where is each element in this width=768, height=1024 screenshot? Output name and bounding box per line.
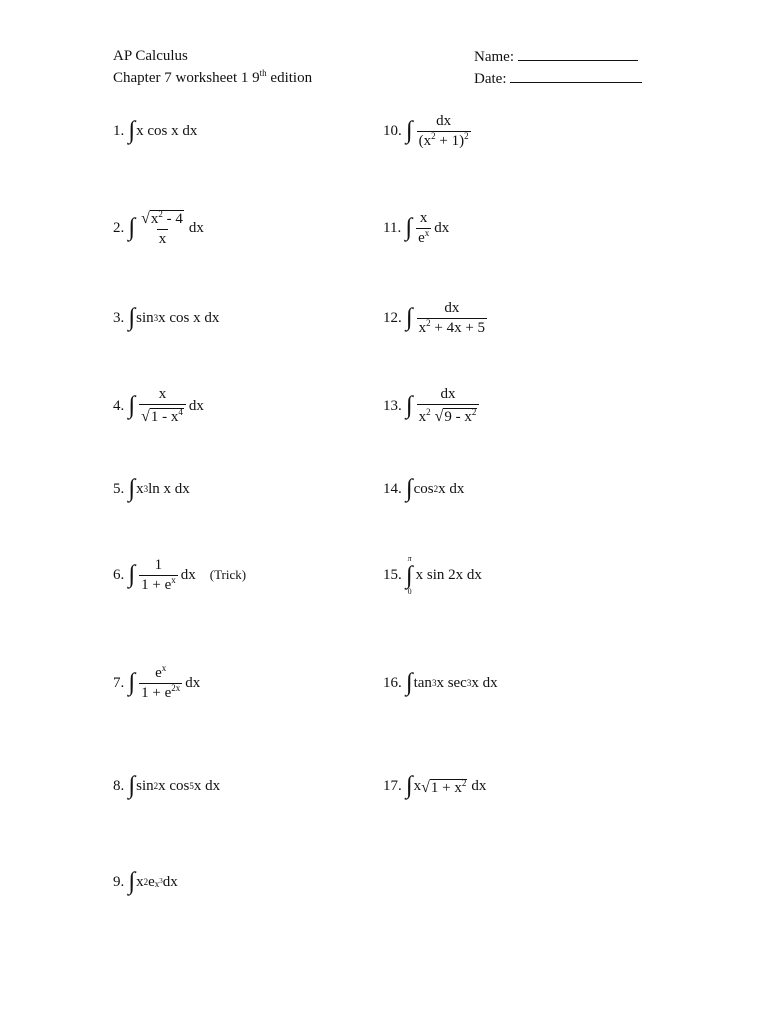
problem-2: 2. ∫ √ $x^2 - 4$ x dx — [113, 209, 204, 247]
trick-note: (Trick) — [209, 567, 247, 582]
course-title: AP Calculus — [113, 48, 188, 64]
problem-4: 4. ∫ x √ $1 - x^4$ dx — [113, 386, 204, 425]
definite-integral-sign: π ∫ 0 — [405, 553, 413, 596]
problem-13: 13. ∫ dx $x^2$ √ $9 - x^2$ — [383, 376, 482, 436]
problem-3: 3. ∫ sin 3 x cos x dx — [113, 303, 220, 331]
name-blank — [518, 47, 638, 61]
problem-8: 8. ∫ sin 2 x cos 5 x dx — [113, 771, 221, 799]
problem-12: 12. ∫ $\frac{dx}{x^2 + 4x + 5}$ — [383, 299, 486, 336]
problem-6: 6. ∫ $\frac{1}{1 + e^x}$ dx (Trick) — [113, 556, 247, 593]
problem-5: 5. ∫ x 3 ln x dx — [113, 474, 190, 502]
problem-10: 10. ∫ $\frac{dx}{(x^2 + 1)^2}$ — [383, 112, 469, 149]
date-blank — [510, 69, 642, 83]
problem-16: 16. ∫ tan 3 x sec 3 x dx — [383, 668, 498, 696]
worksheet-subtitle: Chapter 7 worksheet 1 9th edition — [113, 68, 313, 86]
problem-11: 11. ∫ $\frac{x}{e^x}$ dx — [383, 209, 450, 246]
problem-7: 7. ∫ $\frac{e^x}{1 + e^{2x}}$ dx — [113, 662, 201, 701]
problem-9: 9. ∫ x 2 e $x^3$ dx — [113, 867, 178, 895]
problem-17: 17. ∫ x √ $1 + x^2$ dx — [383, 771, 487, 799]
problem-1: 1. ∫ x cos x dx — [113, 116, 198, 144]
problem-14: 14. ∫ cos 2 x dx — [383, 474, 465, 502]
problem-15: 15. π ∫ 0 x sin 2x dx — [383, 553, 482, 596]
name-field: Name: — [474, 47, 638, 66]
date-field: Date: — [474, 69, 642, 88]
